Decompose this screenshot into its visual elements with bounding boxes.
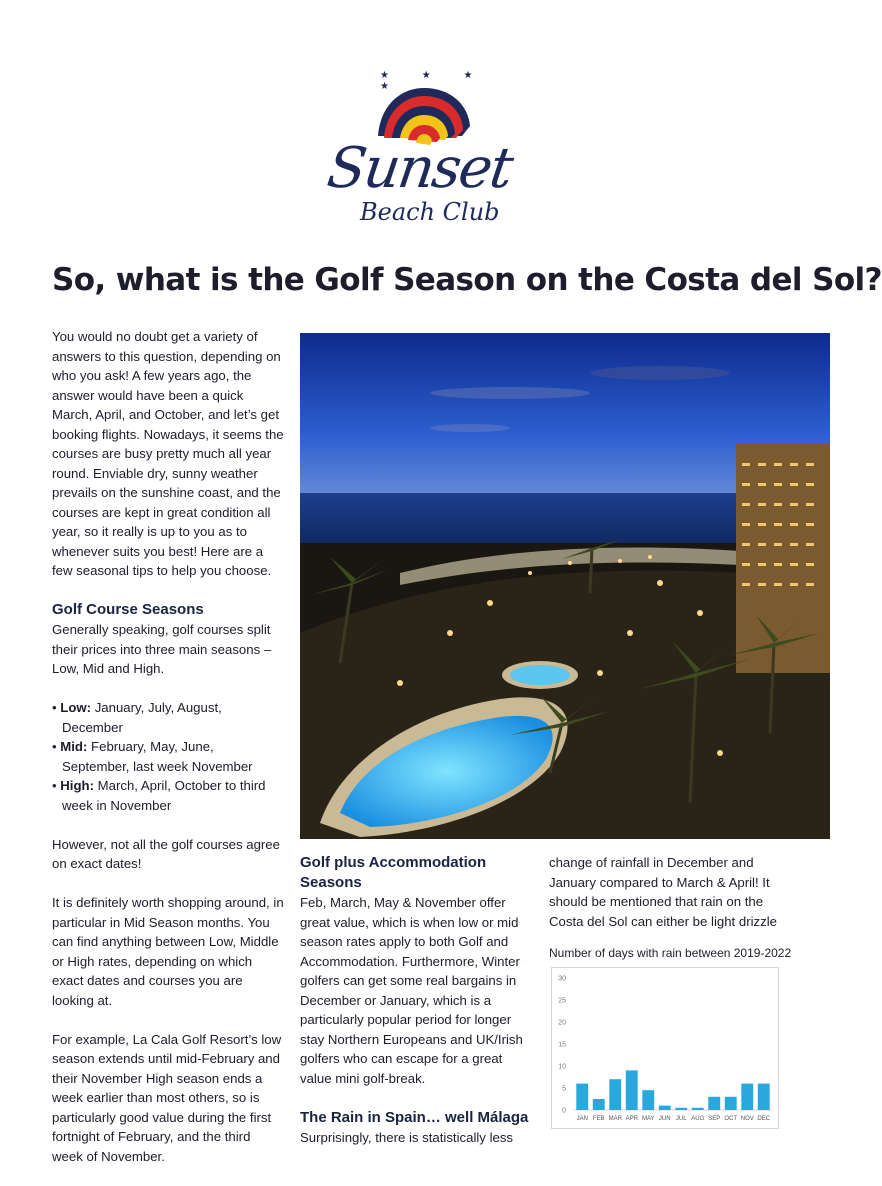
x-tick-label-sep: SEP [708, 1116, 721, 1122]
page-title: So, what is the Golf Season on the Costa del Sol? [52, 262, 882, 298]
x-tick-label-oct: OCT [724, 1116, 738, 1122]
bar-dec [758, 1084, 770, 1110]
season-item-mid: • Mid: February, May, June, September, last week November [52, 739, 253, 774]
bar-jun [659, 1106, 671, 1110]
logo-name: Sunset [323, 136, 516, 201]
sunset-beach-club-logo [320, 66, 520, 236]
x-tick-label-may: MAY [641, 1116, 655, 1122]
resort-night-photo [300, 333, 830, 839]
rain-days-chart [549, 946, 792, 1134]
resort-photo-illustration [300, 333, 830, 839]
bar-mar [609, 1079, 621, 1110]
bar-apr [626, 1070, 638, 1110]
x-tick-label-feb: FEB [592, 1116, 605, 1122]
middle-column [300, 853, 536, 1167]
chart-frame [551, 967, 779, 1129]
dates-paragraph: However, not all the golf courses agree on exact dates! [52, 836, 280, 871]
rain-paragraph: Surprisingly, there is statistically less [300, 1129, 514, 1145]
bar-oct [725, 1097, 737, 1110]
season-item-high: • High: March, April, October to third week in November [52, 778, 266, 813]
bar-feb [593, 1099, 605, 1110]
bar-jul [675, 1108, 687, 1110]
y-tick-label: 30 [558, 975, 566, 983]
right-column [549, 853, 781, 951]
bar-may [642, 1090, 654, 1110]
x-tick-label-mar: MAR [608, 1116, 622, 1122]
logo-subtitle: Beach Club [360, 198, 500, 226]
logo-stars: ★ ★ ★ ★ [380, 70, 488, 92]
rain-in-spain-heading: The Rain in Spain… well Málaga [300, 1108, 529, 1126]
x-tick-label-dec: DEC [757, 1116, 771, 1122]
shopping-paragraph: It is definitely worth shopping around, in particular in Mid Season months. You can find anything between Low, Middle or High rates, depending on which exact dates and courses you are looking at. [52, 895, 284, 1008]
x-tick-label-jun: JUN [658, 1116, 671, 1122]
bar-jan [576, 1084, 588, 1110]
intro-paragraph: You would no doubt get a variety of answers to this question, depending on who you ask! A few years ago, the answer would have been a quick March, April, and October, and let’s get booking flights. Nowadays, it seems the courses are busy pretty much all year round. Enviable dry, sunny weather prevails on the sunshine coast, and the courses are kept in great condition all year, so it really is up to you as to whenever suits you best! Here are a few seasonal tips to help you choose. [52, 329, 284, 578]
bar-nov [741, 1084, 753, 1110]
x-tick-label-apr: APR [625, 1116, 638, 1122]
golf-course-seasons-heading: Golf Course Seasons [52, 601, 204, 618]
y-tick-label: 20 [558, 1019, 566, 1027]
y-tick-label: 15 [558, 1041, 566, 1049]
la-cala-paragraph: For example, La Cala Golf Resort’s low season extends until mid-February and their November High season ends a week earlier than most others, so is particularly good value during the first fortnight of February, and the third week of November. [52, 1031, 282, 1164]
left-column [52, 327, 284, 1186]
golf-accommodation-paragraph: Feb, March, May & November offer great value, which is when low or mid season rates apply to both Golf and Accommodation. Furthermore, Winter golfers can get some real bargains in December or January, which is a particularly popular period for longer stay Northern Europeans and UK/Irish golfers who can escape for a great value mini golf-break. [300, 895, 523, 1086]
bar-aug [692, 1108, 704, 1110]
x-tick-label-jan: JAN [576, 1116, 588, 1122]
chart-svg [552, 968, 778, 1128]
x-tick-label-jul: JUL [675, 1116, 687, 1122]
rainfall-paragraph: change of rainfall in December and January compared to March & April! It should be mentioned that rain on the Costa del Sol can either be light drizzle [549, 855, 777, 929]
season-list [52, 698, 284, 815]
bar-sep [708, 1097, 720, 1110]
season-item-low: • Low: January, July, August, December [52, 700, 222, 735]
y-tick-label: 25 [558, 997, 566, 1005]
chart-title: Number of days with rain between 2019-2022 [549, 946, 792, 960]
y-tick-label: 10 [558, 1063, 566, 1071]
y-tick-label: 5 [562, 1085, 566, 1093]
x-tick-label-aug: AUG [691, 1116, 705, 1122]
x-tick-label-nov: NOV [740, 1116, 754, 1122]
golf-accommodation-heading: Golf plus Accommodation Seasons [300, 854, 487, 891]
seasons-intro-paragraph: Generally speaking, golf courses split their prices into three main seasons – Low, Mid and High. [52, 622, 272, 676]
y-tick-label: 0 [562, 1107, 566, 1115]
